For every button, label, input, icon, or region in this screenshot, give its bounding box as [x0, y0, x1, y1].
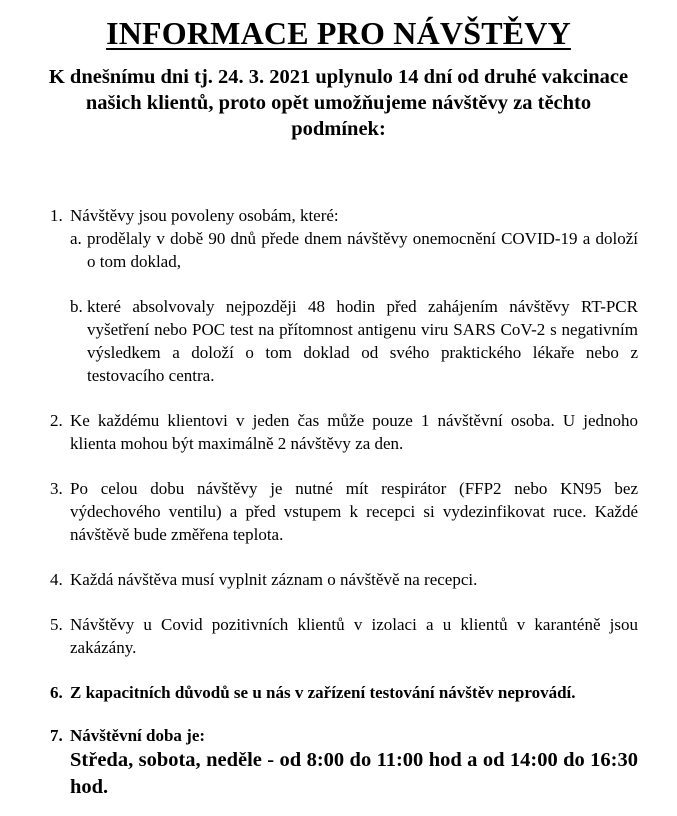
document-title-text: INFORMACE PRO NÁVŠTĚVY [106, 15, 571, 51]
sub-item-letter: a. [70, 229, 82, 248]
item-text: Ke každému klientovi v jeden čas může pouze 1 návštěvní osoba. U jednoho klienta mohou být maximálně 2 návštěvy za den. [70, 411, 638, 453]
item-text: Návštěvní doba je: [70, 726, 206, 745]
item-text: Návštěvy jsou povoleny osobám, které: [70, 206, 339, 225]
item-text: Po celou dobu návštěvy je nutné mít respirátor (FFP2 nebo KN95 bez výdechového ventilu) a před vstupem k recepci si vydezinfikovat ruce. Každé návštěvě bude změřena teplota. [70, 479, 638, 544]
list-item [42, 568, 638, 591]
intro-line: K dnešnímu dni tj. 24. 3. 2021 uplynulo 14 dní od druhé vakcinace [48, 66, 629, 88]
list-item [42, 204, 638, 387]
item-number: 7. [50, 726, 63, 745]
intro-paragraph [20, 64, 657, 142]
item-text: Z kapacitních důvodů se u nás v zařízení testování návštěv neprovádí. [70, 683, 576, 702]
item-text: Každá návštěva musí vyplnit záznam o návštěvě na recepci. [70, 570, 478, 589]
document-title [0, 14, 677, 52]
visiting-hours: Středa, sobota, neděle - od 8:00 do 11:00 hod a od 14:00 do 16:30 hod. [70, 749, 638, 798]
item-number: 1. [50, 206, 63, 225]
item-text: Návštěvy u Covid pozitivních klientů v izolaci a u klientů v karanténě jsou zakázány. [70, 615, 638, 657]
sub-item-text: prodělaly v době 90 dnů přede dnem návštěvy onemocnění COVID-19 a doloží o tom doklad, [87, 229, 638, 271]
sub-item-letter: b. [70, 297, 83, 316]
item-number: 4. [50, 570, 63, 589]
sub-item-text: které absolvovaly nejpozději 48 hodin před zahájením návštěvy RT-PCR vyšetření nebo POC test na přítomnost antigenu viru SARS CoV-2 s negativním výsledkem a doloží o tom doklad od svého praktického lékaře nebo z testovacího centra. [87, 297, 638, 385]
list-item [42, 409, 638, 455]
item-number: 5. [50, 615, 63, 634]
list-item [42, 724, 638, 801]
list-item [42, 477, 638, 546]
item-number: 3. [50, 479, 63, 498]
sub-item [70, 227, 638, 273]
intro-line: našich klientů, proto opět umožňujeme návštěvy za těchto [85, 92, 592, 114]
item-number: 2. [50, 411, 63, 430]
item-number: 6. [50, 683, 63, 702]
list-item [42, 613, 638, 659]
intro-line: podmínek: [291, 118, 386, 140]
sub-item [70, 295, 638, 387]
conditions-list [42, 204, 638, 801]
list-item [42, 681, 638, 704]
